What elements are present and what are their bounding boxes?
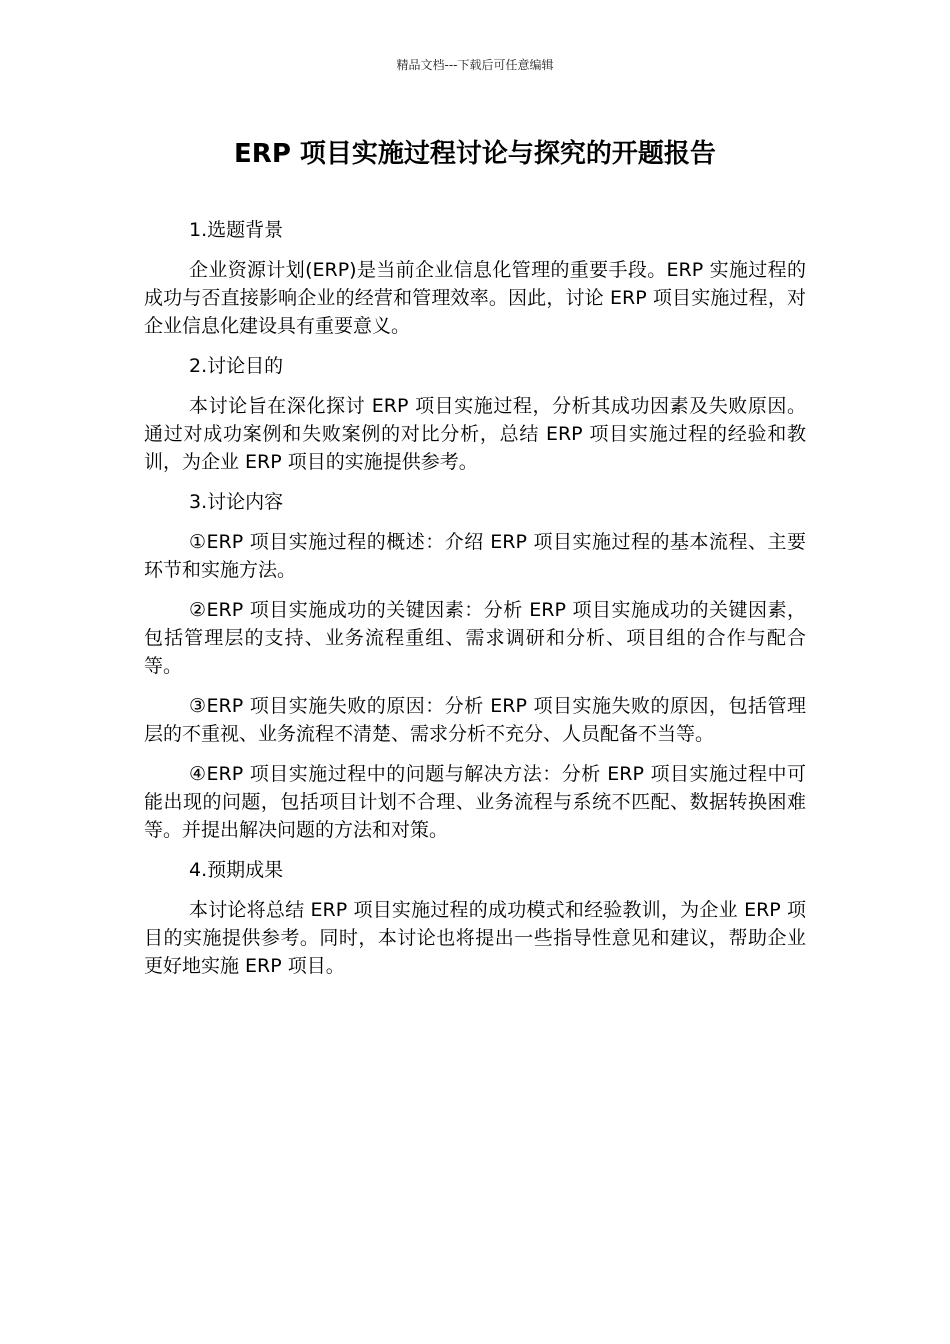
section-heading-purpose: 2.讨论目的: [189, 355, 284, 377]
section-heading-content: 3.讨论内容: [189, 491, 284, 513]
paragraph-content-success-factors: ②ERP 项目实施成功的关键因素：分析 ERP 项目实施成功的关键因素，包括管理层的支持、业务流程重组、需求调研和分析、项目组的合作与配合等。: [144, 599, 806, 677]
document-body: [144, 216, 806, 992]
header-note: 精品文档---下载后可任意编辑: [396, 58, 554, 72]
section-heading-background: 1.选题背景: [189, 219, 284, 241]
document-title: ERP 项目实施过程讨论与探究的开题报告: [234, 139, 716, 169]
paragraph-content-problems-solutions: ④ERP 项目实施过程中的问题与解决方法：分析 ERP 项目实施过程中可能出现的问题，包括项目计划不合理、业务流程与系统不匹配、数据转换困难等。并提出解决问题的方法和对策。: [144, 763, 806, 841]
paragraph-expected-results: 本讨论将总结 ERP 项目实施过程的成功模式和经验教训，为企业 ERP 项目的实施提供参考。同时，本讨论也将提出一些指导性意见和建议，帮助企业更好地实施 ERP 项目。: [144, 899, 806, 977]
paragraph-content-overview: ①ERP 项目实施过程的概述：介绍 ERP 项目实施过程的基本流程、主要环节和实施方法。: [144, 531, 806, 581]
paragraph-content-failure-causes: ③ERP 项目实施失败的原因：分析 ERP 项目实施失败的原因，包括管理层的不重视、业务流程不清楚、需求分析不充分、人员配备不当等。: [144, 695, 806, 745]
paragraph-purpose: 本讨论旨在深化探讨 ERP 项目实施过程，分析其成功因素及失败原因。通过对成功案例和失败案例的对比分析，总结 ERP 项目实施过程的经验和教训，为企业 ERP 项目的实施提供参考。: [144, 395, 806, 473]
paragraph-background: 企业资源计划(ERP)是当前企业信息化管理的重要手段。ERP 实施过程的成功与否直接影响企业的经营和管理效率。因此，讨论 ERP 项目实施过程，对企业信息化建设具有重要意义。: [144, 259, 806, 337]
section-heading-expected-results: 4.预期成果: [189, 859, 284, 881]
